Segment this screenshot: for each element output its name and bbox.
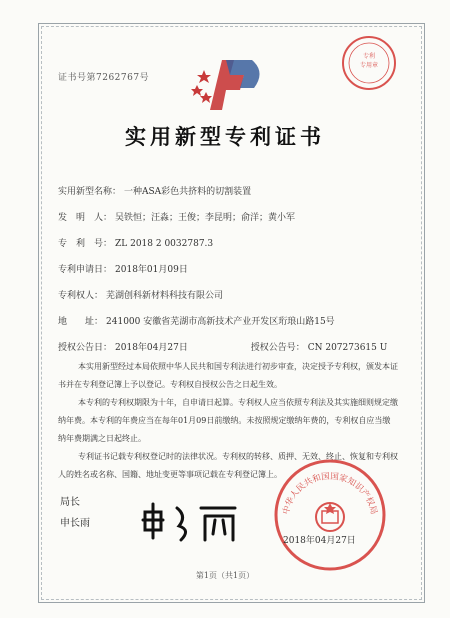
body-paragraph: 本专利的专利权期限为十年，自申请日起算。专利权人应当依照专利法及其实施细则规定缴纳年费。本专利的年费应当在每年01月09日前缴纳。未按照规定缴纳年费的，专利权自应当缴纳年费期满之日起终止。 (58, 398, 398, 443)
page-title: 实用新型专利证书 (125, 124, 325, 149)
registration-seal (340, 34, 398, 92)
page-footer: 第1页（共1页） (195, 571, 255, 580)
field-label: 实用新型名称： (58, 187, 122, 197)
patent-office-logo (182, 40, 272, 125)
svg-text:专用章: 专用章 (359, 62, 379, 69)
signer-name: 申长雨 (60, 518, 90, 529)
field-value: 吴铁恒；汪淼；王俊；李昆明；俞洋；黄小军 (115, 213, 296, 223)
svg-text:专利: 专利 (362, 53, 376, 60)
office-stamp (270, 455, 390, 575)
field-value: CN 207273615 U (307, 343, 388, 353)
field-value: 2018年01月09日 (115, 265, 188, 275)
field-label: 专利申请日： (58, 265, 113, 275)
certificate-number: 证书号第7262767号 (58, 73, 150, 83)
field-label: 授权公告日： (58, 343, 113, 353)
field-name (58, 184, 251, 197)
field-value: 芜湖创科新材料科技有限公司 (106, 291, 224, 301)
field-address (58, 314, 335, 327)
field-value: 241000 安徽省芜湖市高新技术产业开发区珩琅山路15号 (106, 317, 335, 327)
handwritten-signature (135, 490, 245, 550)
svg-text:中华人民共和国国家知识产权局: 中华人民共和国国家知识产权局 (281, 471, 379, 516)
field-value: 2018年04月27日 (115, 343, 188, 353)
field-value: ZL 2018 2 0032787.3 (115, 239, 214, 249)
body-paragraph: 专利证书记载专利权登记时的法律状况。专利权的转移、质押、无效、终止、恢复和专利权人的姓名或名称、国籍、地址变更等事项记载在专利登记簿上。 (58, 452, 398, 479)
field-value: 一种ASA彩色共挤料的切割装置 (124, 187, 252, 197)
field-label: 专利权人： (58, 291, 104, 301)
stamp-date: 2018年04月27日 (283, 536, 356, 546)
field-grant-date (58, 340, 387, 353)
field-label: 地 址： (58, 317, 104, 327)
field-label: 发 明 人： (58, 213, 113, 223)
field-label: 授权公告号： (250, 343, 305, 353)
field-application-date (58, 262, 188, 275)
field-patentee (58, 288, 223, 301)
body-paragraph: 本实用新型经过本局依照中华人民共和国专利法进行初步审查，决定授予专利权，颁发本证书并在专利登记簿上予以登记。专利权自授权公告之日起生效。 (58, 362, 398, 389)
field-patent-number (58, 236, 213, 249)
signer-title: 局长 (60, 497, 80, 508)
field-label: 专 利 号： (58, 239, 113, 249)
field-inventors (58, 210, 295, 223)
